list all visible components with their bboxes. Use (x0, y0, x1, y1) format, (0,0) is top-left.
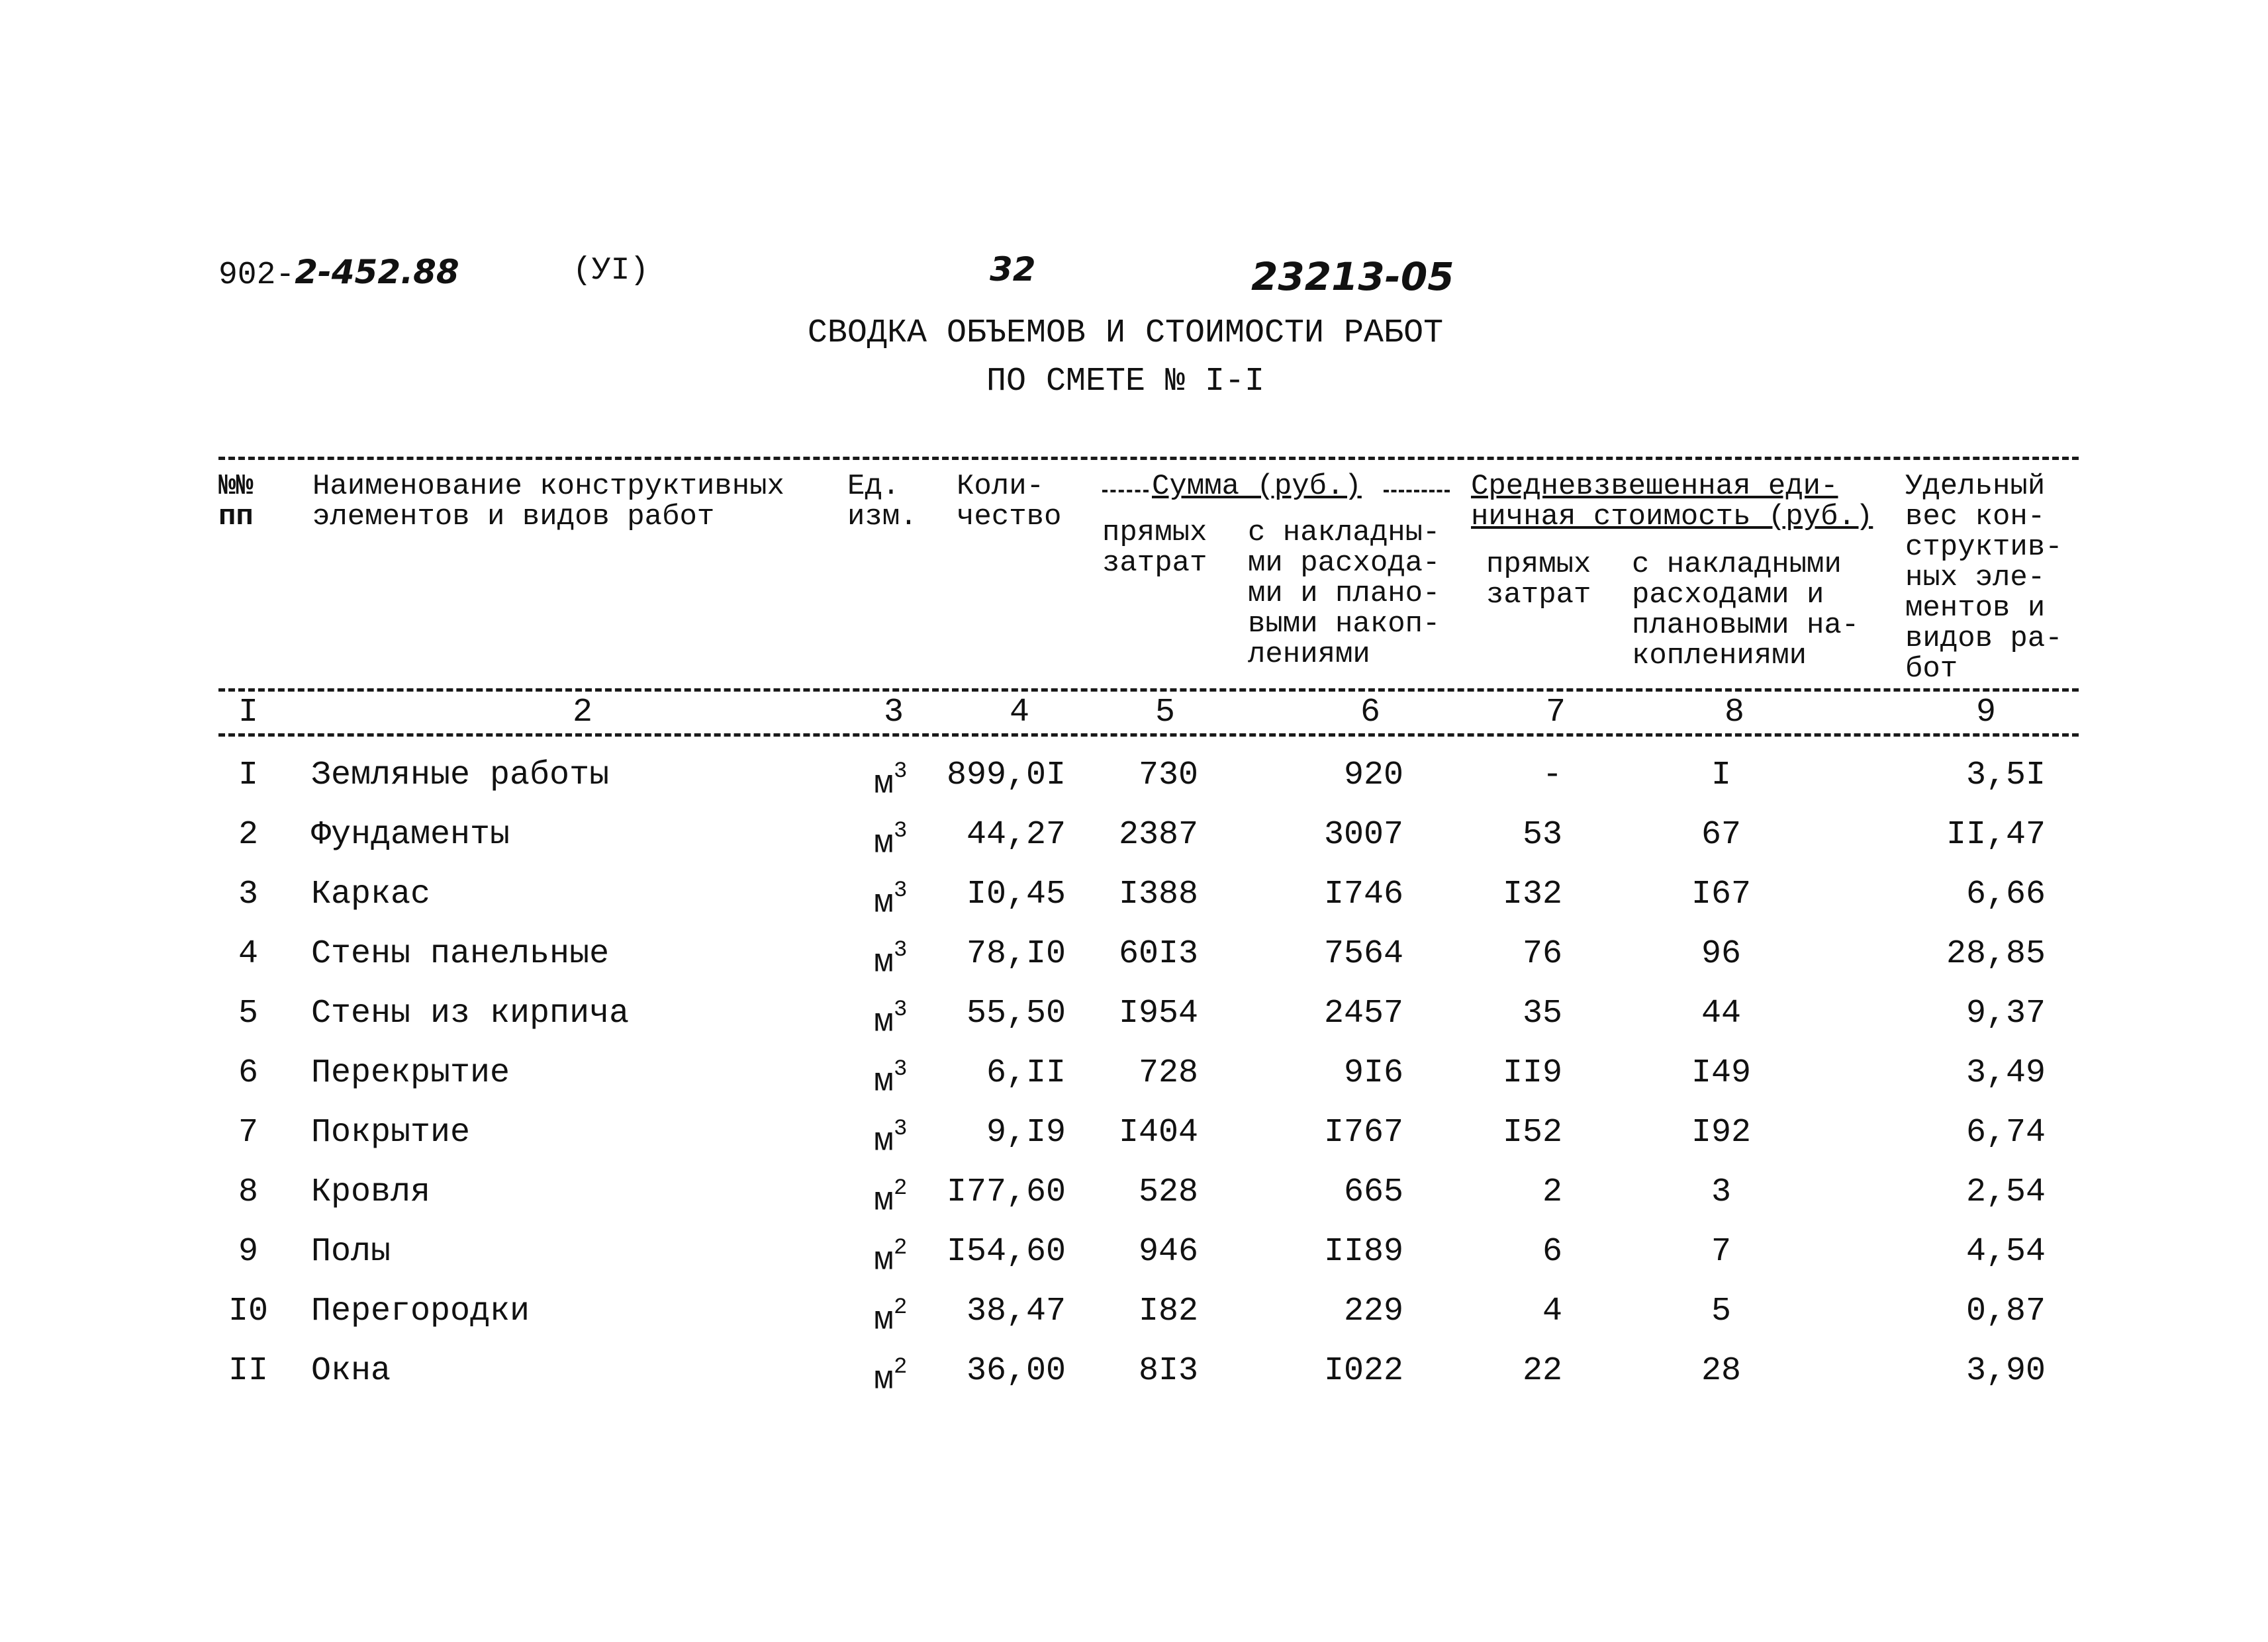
row-name: Стены из кирпича (311, 995, 630, 1032)
row-name: Земляные работы (311, 756, 610, 794)
row-name: Каркас (311, 876, 431, 913)
page-title: СВОДКА ОБЪЕМОВ И СТОИМОСТИ РАБОТ (807, 314, 1444, 352)
col-header-sum-overhead: с накладны- ми расхода- ми и плано- выми накоп- лениями (1248, 516, 1441, 671)
volume-label: (УI) (573, 253, 649, 289)
row-sum-overhead: 9I6 (1343, 1054, 1403, 1092)
unit-exponent: 3 (894, 819, 908, 844)
row-qty: I0,45 (966, 876, 1066, 913)
unit-base: м (874, 1003, 894, 1042)
table-row (0, 1282, 2268, 1342)
column-number-2: 2 (572, 694, 592, 731)
row-unit (874, 865, 947, 934)
row-num: 3 (238, 876, 258, 913)
row-share: 3,5I (1965, 756, 2046, 794)
table-row (0, 1342, 2268, 1401)
row-sum-direct: I388 (1118, 876, 1198, 913)
row-name: Перекрытие (311, 1054, 510, 1092)
row-share: 3,49 (1965, 1054, 2046, 1092)
table-row (0, 746, 2268, 805)
row-avg-overhead: 7 (1711, 1233, 1731, 1271)
unit-exponent: 3 (894, 759, 908, 784)
row-name: Кровля (311, 1173, 431, 1211)
unit-base: м (874, 1182, 894, 1220)
col-header-share: Удельный вес кон- структив- ных эле- ментов и видов ра- бот (1905, 470, 2063, 686)
sum-group-dash-left (1102, 490, 1149, 492)
col-header-qty: Коли- чество (957, 470, 1062, 533)
col-header-unit: Ед. изм. (847, 470, 918, 533)
row-avg-overhead: 28 (1701, 1352, 1741, 1390)
row-avg-direct: 2 (1542, 1173, 1562, 1211)
unit-exponent: 2 (894, 1355, 908, 1380)
table-row (0, 1222, 2268, 1282)
column-number-9: 9 (1975, 694, 1996, 731)
row-sum-direct: I404 (1118, 1114, 1198, 1152)
column-number-5: 5 (1155, 694, 1175, 731)
row-avg-direct: 35 (1522, 995, 1562, 1032)
row-num: 5 (238, 995, 258, 1032)
row-unit (874, 1103, 947, 1172)
col-header-avg-direct: прямых затрат (1486, 548, 1591, 612)
sum-group-dash-right (1384, 490, 1450, 492)
unit-exponent: 2 (894, 1176, 908, 1201)
row-unit (874, 925, 947, 993)
row-unit (874, 1163, 947, 1232)
row-sum-overhead: II89 (1323, 1233, 1403, 1271)
page-number: 32 (990, 250, 1036, 289)
row-avg-overhead: 67 (1701, 816, 1741, 854)
row-sum-overhead: 2457 (1323, 995, 1403, 1032)
row-qty: I77,60 (946, 1173, 1066, 1211)
row-avg-direct: 4 (1542, 1293, 1562, 1330)
unit-exponent: 2 (894, 1236, 908, 1261)
unit-base: м (874, 944, 894, 982)
row-sum-direct: 528 (1138, 1173, 1198, 1211)
row-name: Покрытие (311, 1114, 471, 1152)
header-bottom-rule (218, 688, 2079, 692)
row-share: 9,37 (1965, 995, 2046, 1032)
row-unit (874, 1342, 947, 1410)
row-num: 4 (238, 935, 258, 973)
row-sum-overhead: 7564 (1323, 935, 1403, 973)
col-header-name: Наименование конструктивных элементов и видов работ (312, 470, 784, 533)
unit-base: м (874, 1242, 894, 1280)
row-sum-overhead: I746 (1323, 876, 1403, 913)
row-avg-direct: 22 (1522, 1352, 1562, 1390)
row-share: 0,87 (1965, 1293, 2046, 1330)
doc-code (218, 253, 459, 293)
doc-code-handwritten: 2-452.88 (295, 253, 459, 291)
row-sum-direct: 730 (1138, 756, 1198, 794)
row-qty: 6,II (986, 1054, 1066, 1092)
row-unit (874, 984, 947, 1053)
table-row (0, 1044, 2268, 1103)
row-num: 8 (238, 1173, 258, 1211)
unit-base: м (874, 1063, 894, 1101)
unit-base: м (874, 765, 894, 803)
row-sum-direct: 60I3 (1118, 935, 1198, 973)
col-header-avg-group: Средневзвешенная еди- ничная стоимость (руб.) (1471, 470, 1873, 533)
col-header-avg-overhead: с накладными расходами и плановыми на- коплениями (1632, 548, 1860, 672)
row-avg-overhead: I67 (1691, 876, 1751, 913)
column-number-4: 4 (1009, 694, 1029, 731)
page-subtitle: ПО СМЕТЕ № I-I (986, 363, 1265, 400)
unit-exponent: 3 (894, 1057, 908, 1082)
unit-exponent: 3 (894, 1117, 908, 1142)
table-row (0, 1163, 2268, 1222)
row-avg-overhead: I92 (1691, 1114, 1751, 1152)
row-avg-overhead: 44 (1701, 995, 1741, 1032)
table-row (0, 805, 2268, 865)
doc-code-prefix: 902- (218, 257, 295, 293)
row-unit (874, 1282, 947, 1351)
row-num: I (238, 756, 258, 794)
row-unit (874, 1222, 947, 1291)
row-avg-overhead: 5 (1711, 1293, 1731, 1330)
row-num: 7 (238, 1114, 258, 1152)
row-name: Окна (311, 1352, 391, 1390)
row-name: Фундаменты (311, 816, 510, 854)
column-number-3: 3 (883, 694, 904, 731)
row-share: 28,85 (1946, 935, 2046, 973)
row-sum-direct: I82 (1138, 1293, 1198, 1330)
unit-base: м (874, 1122, 894, 1161)
table-row (0, 925, 2268, 984)
row-avg-direct: 53 (1522, 816, 1562, 854)
row-avg-direct: I32 (1502, 876, 1562, 913)
row-sum-direct: 946 (1138, 1233, 1198, 1271)
row-avg-direct: 6 (1542, 1233, 1562, 1271)
unit-exponent: 3 (894, 938, 908, 963)
row-sum-overhead: 920 (1343, 756, 1403, 794)
row-sum-overhead: I767 (1323, 1114, 1403, 1152)
row-sum-overhead: 229 (1343, 1293, 1403, 1330)
row-qty: 55,50 (966, 995, 1066, 1032)
project-code: 23213-05 (1251, 254, 1454, 299)
row-sum-direct: I954 (1118, 995, 1198, 1032)
unit-exponent: 3 (894, 878, 908, 903)
row-sum-direct: 2387 (1118, 816, 1198, 854)
row-qty: 44,27 (966, 816, 1066, 854)
unit-exponent: 3 (894, 997, 908, 1023)
row-sum-overhead: I022 (1323, 1352, 1403, 1390)
row-num: 6 (238, 1054, 258, 1092)
col-header-num: №№ пп (218, 470, 254, 533)
row-num: 2 (238, 816, 258, 854)
row-avg-direct: I52 (1502, 1114, 1562, 1152)
row-num: I0 (228, 1293, 268, 1330)
row-sum-overhead: 665 (1343, 1173, 1403, 1211)
unit-exponent: 2 (894, 1295, 908, 1320)
table-row (0, 984, 2268, 1044)
column-number-7: 7 (1545, 694, 1566, 731)
row-avg-direct: II9 (1502, 1054, 1562, 1092)
row-share: 2,54 (1965, 1173, 2046, 1211)
row-sum-direct: 8I3 (1138, 1352, 1198, 1390)
unit-base: м (874, 884, 894, 923)
row-avg-overhead: 96 (1701, 935, 1741, 973)
row-name: Перегородки (311, 1293, 530, 1330)
table-row (0, 865, 2268, 925)
row-qty: 38,47 (966, 1293, 1066, 1330)
row-qty: 9,I9 (986, 1114, 1066, 1152)
column-number-6: 6 (1360, 694, 1380, 731)
row-sum-overhead: 3007 (1323, 816, 1403, 854)
column-number-1: I (238, 694, 258, 731)
row-unit (874, 1044, 947, 1113)
row-share: 3,90 (1965, 1352, 2046, 1390)
row-name: Полы (311, 1233, 391, 1271)
unit-base: м (874, 825, 894, 863)
row-qty: 36,00 (966, 1352, 1066, 1390)
row-share: 6,66 (1965, 876, 2046, 913)
row-avg-overhead: 3 (1711, 1173, 1731, 1211)
row-share: 4,54 (1965, 1233, 2046, 1271)
row-sum-direct: 728 (1138, 1054, 1198, 1092)
row-num: 9 (238, 1233, 258, 1271)
col-header-sum-group: Сумма (руб.) (1152, 470, 1362, 503)
unit-base: м (874, 1361, 894, 1399)
row-share: II,47 (1946, 816, 2046, 854)
table-top-rule (218, 457, 2079, 460)
row-avg-direct: 76 (1522, 935, 1562, 973)
row-name: Стены панельные (311, 935, 610, 973)
column-numbers-bottom-rule (218, 733, 2079, 737)
column-number-8: 8 (1724, 694, 1744, 731)
row-qty: 899,0I (946, 756, 1066, 794)
table-row (0, 1103, 2268, 1163)
row-avg-direct: - (1542, 756, 1562, 794)
row-avg-overhead: I49 (1691, 1054, 1751, 1092)
row-unit (874, 805, 947, 874)
row-num: II (228, 1352, 268, 1390)
row-qty: 78,I0 (966, 935, 1066, 973)
row-qty: I54,60 (946, 1233, 1066, 1271)
row-unit (874, 746, 947, 815)
unit-base: м (874, 1301, 894, 1340)
row-share: 6,74 (1965, 1114, 2046, 1152)
col-header-sum-direct: прямых затрат (1102, 516, 1207, 580)
row-avg-overhead: I (1711, 756, 1731, 794)
